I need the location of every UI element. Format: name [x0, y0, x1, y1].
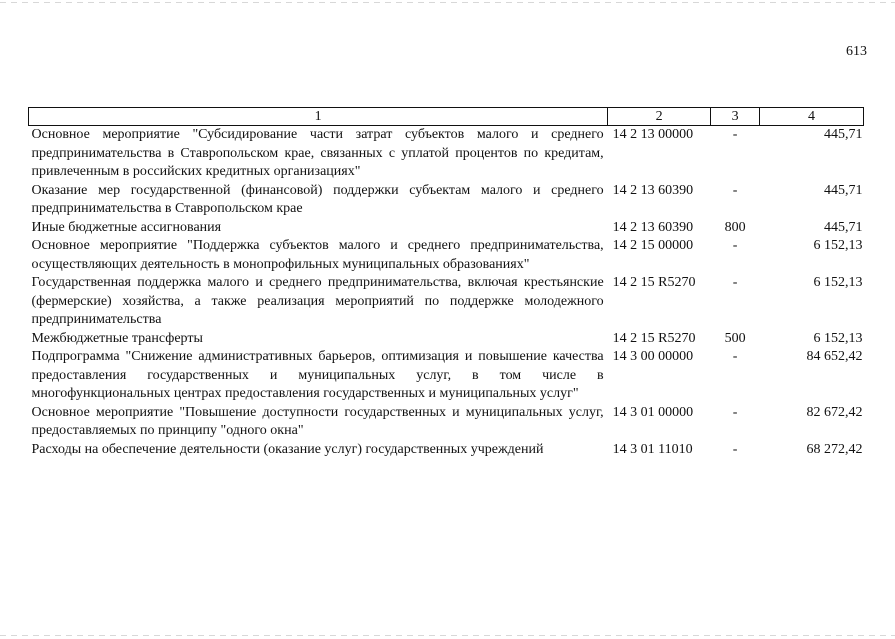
row-type: -	[732, 349, 738, 364]
row-name: Основное мероприятие "Повышение доступности государственных и муниципальных услуг, предоставляемых по принципу "одного окна"	[31, 404, 604, 438]
column-header-code: 2	[608, 108, 711, 126]
row-name: Расходы на обеспечение деятельности (оказание услуг) государственных учреждений	[31, 441, 544, 457]
row-type: -	[732, 404, 738, 420]
row-amount: 6 152,13	[813, 330, 863, 346]
row-code: 14 2 13 60390	[612, 219, 694, 235]
table-row	[29, 219, 864, 238]
scan-edge-bottom	[0, 635, 895, 636]
row-code: 14 2 13 60390	[612, 182, 694, 198]
row-type: -	[732, 275, 738, 290]
table-header	[29, 108, 864, 126]
row-type: -	[732, 441, 738, 457]
budget-table	[28, 107, 864, 459]
page-number: 613	[846, 44, 867, 59]
row-code: 14 3 00 00000	[612, 349, 694, 364]
column-header-name: 1	[29, 108, 608, 126]
row-type: 500	[724, 330, 746, 346]
table-row	[29, 404, 864, 441]
row-amount: 68 272,42	[806, 441, 863, 457]
table-row	[29, 274, 864, 330]
row-name: Основное мероприятие "Субсидирование части затрат субъектов малого и среднего предпринимательства в Ставропольском крае, связанных с уплатой процентов по кредитам, привлеченным в российских кредитных организациях"	[31, 127, 604, 179]
row-code: 14 2 15 00000	[612, 238, 694, 253]
row-amount: 445,71	[824, 127, 863, 142]
row-code: 14 3 01 00000	[612, 404, 694, 420]
table-row	[29, 126, 864, 182]
column-header-type: 3	[711, 108, 760, 126]
row-code: 14 2 13 00000	[612, 127, 694, 142]
row-code: 14 2 15 R5270	[612, 330, 696, 346]
table-row	[29, 330, 864, 349]
row-name: Оказание мер государственной (финансовой) поддержки субъектам малого и среднего предпринимательства в Ставропольском крае	[31, 182, 604, 216]
column-header-amount: 4	[760, 108, 864, 126]
row-amount: 445,71	[824, 219, 863, 235]
table-row	[29, 237, 864, 274]
table-row	[29, 441, 864, 460]
row-amount: 445,71	[824, 182, 863, 198]
row-name: Иные бюджетные ассигнования	[31, 219, 222, 235]
row-name: Государственная поддержка малого и среднего предпринимательства, включая крестьянские (фермерские) хозяйства, а также реализация мероприятий по поддержке молодежного предпринимательства	[31, 275, 604, 327]
row-amount: 6 152,13	[813, 275, 863, 290]
row-amount: 82 672,42	[806, 404, 863, 420]
row-code: 14 3 01 11010	[612, 441, 693, 457]
row-type: 800	[724, 219, 746, 235]
row-name: Межбюджетные трансферты	[31, 330, 203, 346]
row-amount: 6 152,13	[813, 238, 863, 253]
table-row	[29, 182, 864, 219]
row-name: Подпрограмма "Снижение административных барьеров, оптимизация и повышение качества предоставления государственных и муниципальных услуг, в том числе в многофункциональных центрах предоставления государственных и муниципальных услуг"	[31, 349, 604, 401]
row-type: -	[732, 127, 738, 142]
row-type: -	[732, 182, 738, 198]
row-type: -	[732, 238, 738, 253]
row-amount: 84 652,42	[806, 349, 863, 364]
row-name: Основное мероприятие "Поддержка субъектов малого и среднего предпринимательства, осуществляющих деятельность в монопрофильных муниципальных образованиях"	[31, 238, 604, 272]
row-code: 14 2 15 R5270	[612, 275, 696, 290]
scan-edge-top	[0, 2, 895, 3]
table-row	[29, 348, 864, 404]
